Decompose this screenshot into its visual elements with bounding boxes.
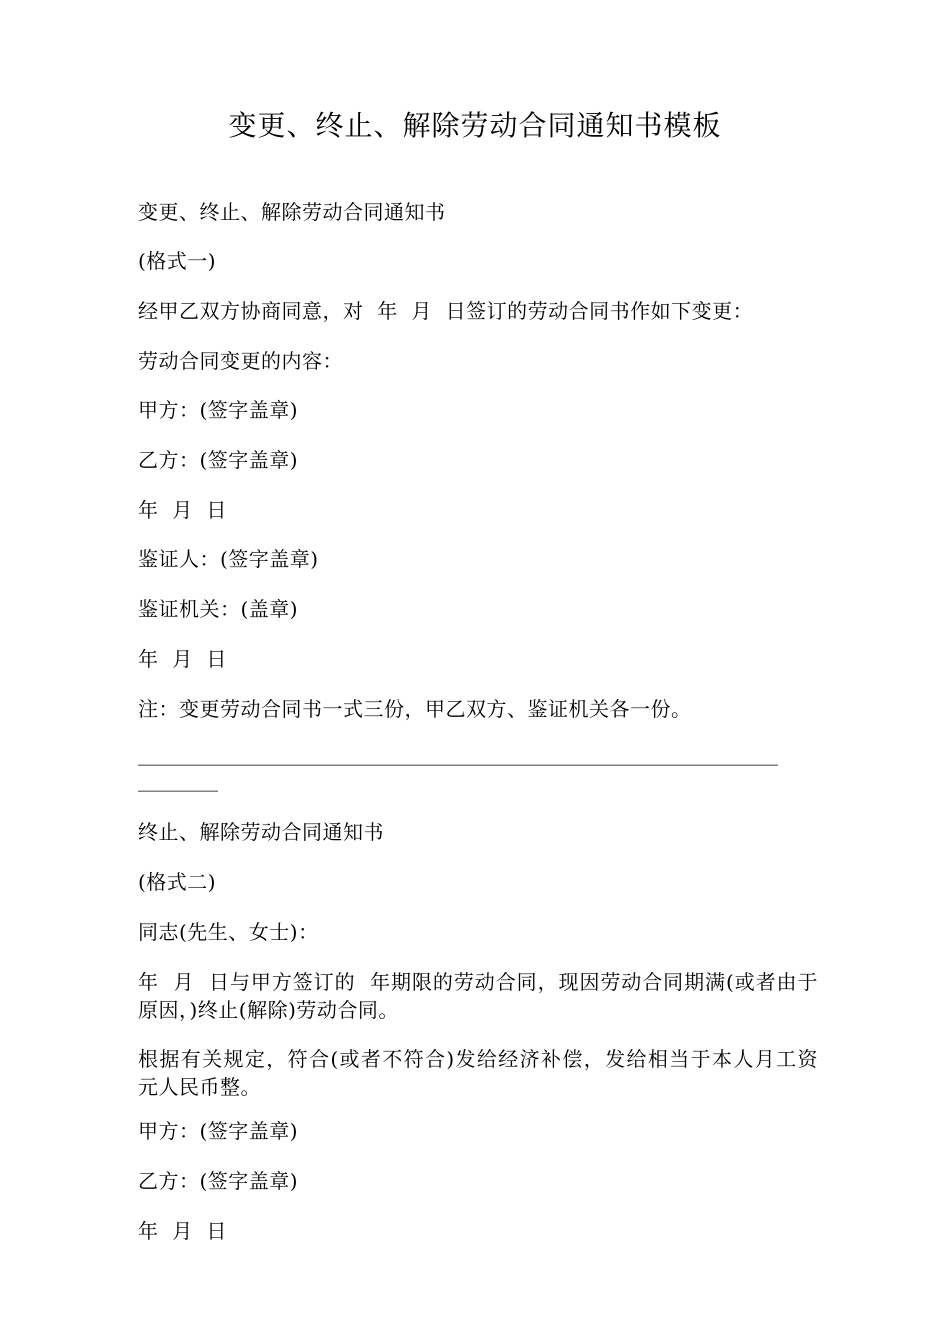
section2-date: 年 月 日 xyxy=(138,1219,227,1243)
section1-heading: 变更、终止、解除劳动合同通知书 xyxy=(138,200,446,224)
document-title: 变更、终止、解除劳动合同通知书模板 xyxy=(228,109,722,142)
section2-party-b: 乙方：(签字盖章) xyxy=(138,1169,299,1193)
section1-note: 注：变更劳动合同书一式三份，甲乙双方、鉴证机关各一份。 xyxy=(138,697,692,721)
section1-party-b: 乙方：(签字盖章) xyxy=(138,448,299,472)
section2-paragraph-1: 年 月 日与甲方签订的 年期限的劳动合同，现因劳动合同期满(或者由于 原因，)终止(解除)劳动合同。 xyxy=(138,970,832,1022)
divider-line-2: ________ xyxy=(138,768,218,792)
section1-date-1: 年 月 日 xyxy=(138,498,227,522)
section2-paragraph-2: 根据有关规定，符合(或者不符合)发给经济补偿，发给相当于本人月工资 元人民币整。 xyxy=(138,1047,832,1099)
section1-intro: 经甲乙双方协商同意，对 年 月 日签订的劳动合同书作如下变更： xyxy=(138,299,754,323)
section1-format-label: (格式一) xyxy=(138,249,217,273)
divider-line-1: ________________________________________________________________ xyxy=(138,742,778,766)
section1-authority: 鉴证机关：(盖章) xyxy=(138,597,299,621)
section2-heading: 终止、解除劳动合同通知书 xyxy=(138,820,384,844)
section1-content-label: 劳动合同变更的内容： xyxy=(138,349,343,373)
section1-date-2: 年 月 日 xyxy=(138,647,227,671)
section2-salutation: 同志(先生、女士)： xyxy=(138,920,319,944)
section1-witness: 鉴证人：(签字盖章) xyxy=(138,547,319,571)
section1-party-a: 甲方：(签字盖章) xyxy=(138,398,299,422)
section2-format-label: (格式二) xyxy=(138,870,217,894)
section2-party-a: 甲方：(签字盖章) xyxy=(138,1119,299,1143)
